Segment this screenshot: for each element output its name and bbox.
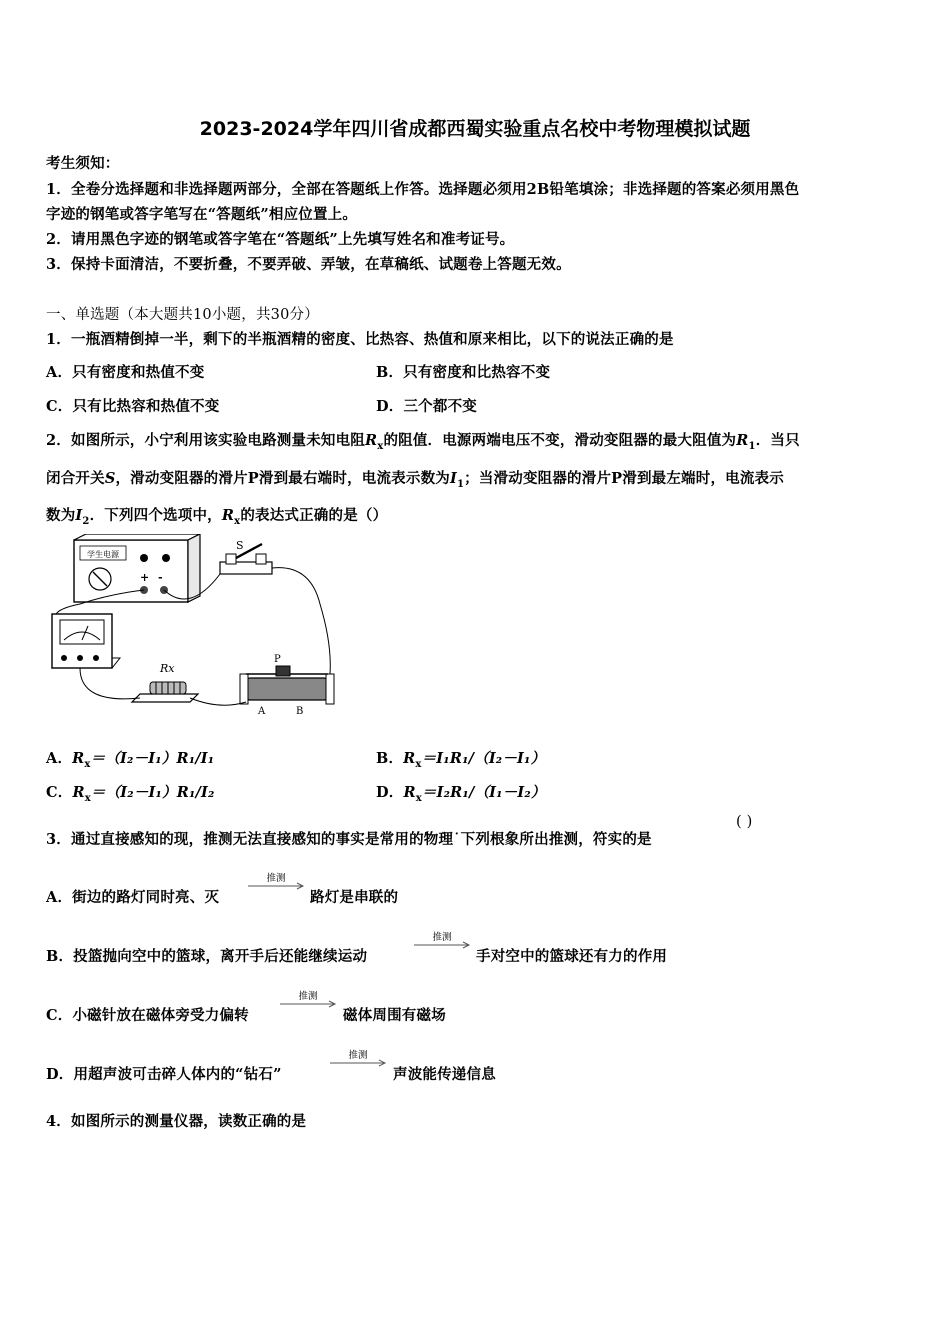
notice-heading: 考生须知： [46,155,120,172]
q3-option-b-conclusion: 手对空中的篮球还有力的作用 [476,948,668,965]
resistor-rx [132,662,198,702]
q1-option-a[interactable]: A．只有密度和热值不变 [46,364,205,381]
switch-label: S [236,539,244,552]
power-supply [74,534,200,602]
ammeter [52,614,120,668]
q3-option-b-arrow: 推测 [412,929,472,955]
terminal-a-label: A [258,706,266,717]
terminal-b-label: B [296,706,304,717]
svg-text:-: - [158,571,163,584]
q3-answer-paren: ( ) [736,814,753,830]
q3-option-b[interactable]: B．投篮抛向空中的篮球，离开手后还能继续运动 [46,948,368,965]
switch-s [220,539,272,574]
sliding-rheostat [240,654,334,717]
q3-option-a-arrow: 推测 [246,870,306,896]
notice-item-2: 2．请用黑色字迹的钢笔或答字笔在“答题纸”上先填写姓名和准考证号。 [46,231,515,248]
q3-option-c-conclusion: 磁体周围有磁场 [343,1007,446,1024]
q2-option-d[interactable]: D．$R_x=I_2R_1/(I_1-I_2)$ [376,784,546,804]
q3-option-a[interactable]: A．街边的路灯同时亮、灭 [46,889,220,906]
notice-item-1-line-1: 1．全卷分选择题和非选择题两部分，全部在答题纸上作答。选择题必须用2B铅笔填涂；非选择题的答案必须用黑色 [46,181,800,198]
q3-option-d-arrow: 推测 [328,1047,388,1073]
q2-option-c[interactable]: C．$R_x=(I_2-I_1)R_1/I_2$ [46,784,215,804]
page-title: 2023-2024学年四川省成都西蜀实验重点名校中考物理模拟试题 [199,118,751,140]
svg-text:+: + [140,571,150,584]
q3-option-d-conclusion: 声波能传递信息 [393,1066,496,1083]
slider-p-label: P [274,654,281,665]
q2-stem-line-1: 2．如图所示，小宁利用该实验电路测量未知电阻$R_x$的阻值．电源两端电压不变，滑动变阻器的最大阻值为$R_1$．当只 [46,432,800,452]
q1-stem: 1．一瓶酒精倒掉一半，剩下的半瓶酒精的密度、比热容、热值和原来相比，以下的说法正确的是 [46,331,674,348]
notice-item-3: 3．保持卡面清洁，不要折叠，不要弄破、弄皱，在草稿纸、试题卷上答题无效。 [46,256,571,273]
q2-stem-line-2: 闭合开关S，滑动变阻器的滑片P滑到最右端时，电流表示数为$I_1$；当滑动变阻器的滑片P滑到最左端时，电流表示 [46,470,784,490]
q2-option-a[interactable]: A．$R_x=(I_2-I_1)R_1/I_1$ [46,750,215,770]
q3-option-c[interactable]: C．小磁针放在磁体旁受力偏转 [46,1007,249,1024]
q4-stem: 4．如图所示的测量仪器，读数正确的是 [46,1113,307,1130]
q1-option-d[interactable]: D．三个都不变 [376,398,477,415]
q3-option-d[interactable]: D．用超声波可击碎人体内的“钻石” [46,1066,282,1083]
q3-option-c-arrow: 推测 [278,988,338,1014]
section-heading: 一、单选题（本大题共10小题，共30分） [46,307,319,323]
notice-item-1-line-2: 字迹的钢笔或答字笔写在“答题纸”相应位置上。 [46,206,358,223]
q3-stem: 3．通过直接感知的现，推测无法直接感知的事实是常用的物理˙下列根象所出推测，符实的是 [46,831,652,848]
q2-option-b[interactable]: B．$R_x=I_1R_1/(I_2-I_1)$ [376,750,546,770]
q1-option-c[interactable]: C．只有比热容和热值不变 [46,398,220,415]
rx-label: Rx [160,662,175,675]
circuit-figure [40,534,340,718]
q1-option-b[interactable]: B．只有密度和比热容不变 [376,364,551,381]
power-supply-label: 学生电源 [87,550,119,559]
q2-stem-line-3: 数为$I_2$．下列四个选项中，$R_x$的表达式正确的是（） [46,507,388,527]
q3-option-a-conclusion: 路灯是串联的 [310,889,399,906]
